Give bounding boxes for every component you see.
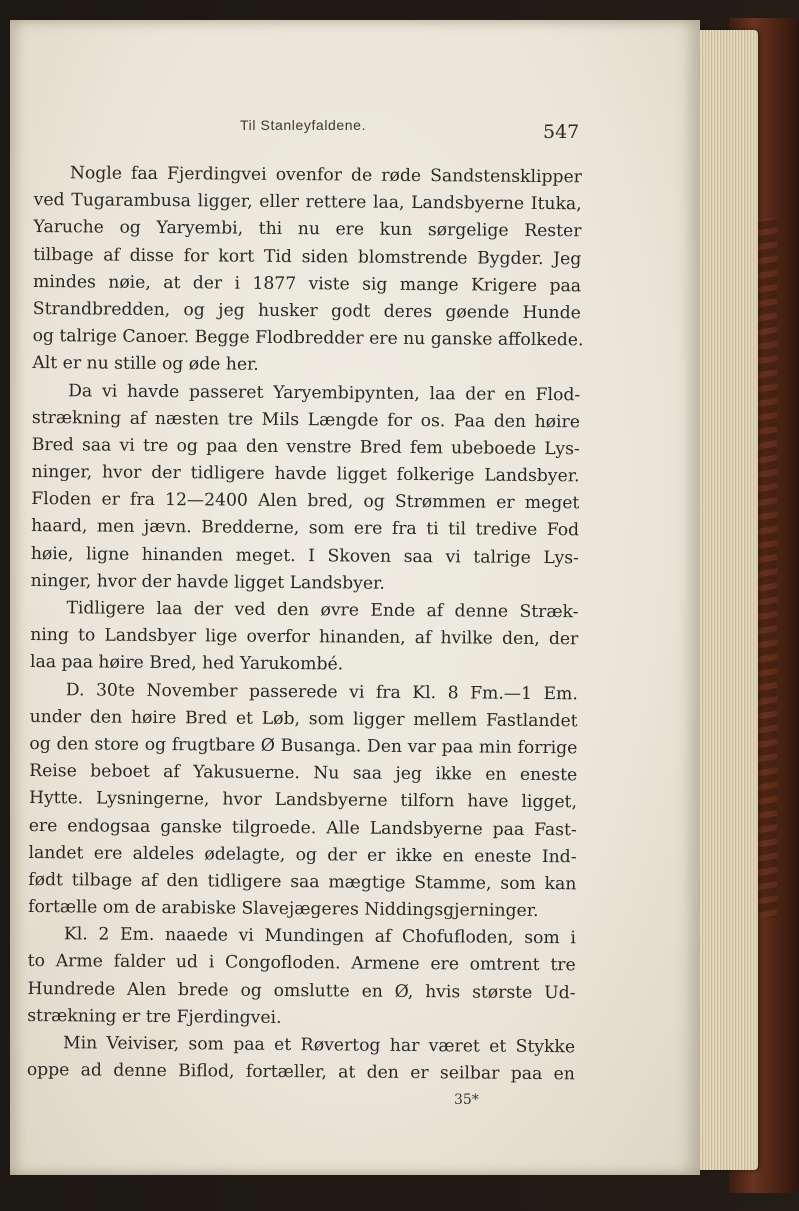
text-line: strækning af næsten tre Mils Længde for os. Paa den høire (31, 407, 581, 432)
page-header (10, 115, 700, 145)
text-line: Bred saa vi tre og paa den venstre Bred fem ubeboede Lys- (31, 434, 580, 460)
text-line: ning to Landsbyer lige overfor hinanden, af hvilke den, der (30, 625, 579, 650)
text-line: høie, ligne hinanden meget. I Skoven saa vi talrige Lys- (30, 543, 579, 568)
book-page (10, 20, 700, 1175)
text-line: ere endogsaa ganske tilgroede. Alle Landsbyerne paa Fast- (28, 815, 577, 840)
text-line: Reise beboet af Yakusuerne. Nu saa jeg ikke en eneste (29, 761, 578, 786)
text-line: tilbage af disse for kort Tid siden blomstrende Bygder. Jeg (33, 244, 582, 269)
text-line: fortælle om de arabiske Slavejægeres Niddingsgjerninger. (28, 897, 539, 922)
text-line: ved Tugarambusa ligger, eller rettere laa, Landsbyerne Ituka, (33, 190, 582, 215)
text-line: strækning er tre Fjerdingvei. (27, 1005, 282, 1028)
text-line: Alt er nu stille og øde her. (32, 353, 259, 376)
text-line: ninger, hvor der tidligere havde ligget folkerige Landsbyer. (31, 462, 580, 487)
text-line: Strandbredden, og jeg husker godt deres gøende Hunde (32, 298, 581, 324)
text-line: ninger, hvor der havde ligget Landsbyer. (30, 570, 385, 594)
text-line: Kl. 2 Em. naaede vi Mundingen af Chofufloden, som i (63, 924, 576, 949)
text-line: Min Veiviser, som paa et Røvertog har været et Stykke (62, 1033, 576, 1058)
text-line: under den høire Bred et Løb, som ligger mellem Fastlandet (29, 706, 578, 732)
running-head: Til Stanleyfaldene. (240, 117, 367, 133)
text-line: Tidligere laa der ved den øvre Ende af denne Stræk- (66, 598, 579, 623)
text-line: Floden er fra 12—2400 Alen bred, og Strømmen er meget (31, 489, 580, 514)
text-line: Yaruche og Yaryembi, thi nu ere kun sørgelige Rester (33, 217, 582, 242)
text-line: og talrige Canoer. Begge Flodbredder ere nu ganske affolkede. (32, 326, 584, 351)
text-line: født tilbage af den tidligere saa mægtige Stamme, som kan (28, 869, 577, 895)
text-line: haard, men jævn. Bredderne, som ere fra ti til tredive Fod (31, 516, 580, 541)
page-number: 547 (543, 121, 580, 143)
text-line: Da vi havde passeret Yaryembipynten, laa der en Flod- (68, 380, 581, 405)
text-line: Nogle faa Fjerdingvei ovenfor de røde Sandstensklipper (69, 163, 582, 188)
signature-mark: 35* (454, 1092, 479, 1108)
text-line: laa paa høire Bred, hed Yarukombé. (29, 652, 344, 675)
text-line: Hundrede Alen brede og omslutte en Ø, hvis største Ud- (27, 978, 576, 1003)
text-line: og den store og frugtbare Ø Busanga. Den var paa min forrige (29, 733, 578, 759)
text-line: landet ere aldeles ødelagte, og der er ikke en eneste Ind- (28, 842, 577, 867)
text-line: D. 30te November passerede vi fra Kl. 8 Fm.—1 Em. (65, 679, 578, 704)
text-line: oppe ad denne Biflod, fortæller, at den er seilbar paa en (26, 1060, 575, 1085)
text-line: Hytte. Lysningerne, hvor Landsbyerne tilforn have ligget, (28, 788, 578, 813)
text-line: mindes nøie, at der i 1877 viste sig mange Krigere paa (32, 271, 582, 297)
body-text (27, 160, 582, 1089)
text-line: to Arme falder ud i Congofloden. Armene ere omtrent tre (27, 951, 576, 976)
